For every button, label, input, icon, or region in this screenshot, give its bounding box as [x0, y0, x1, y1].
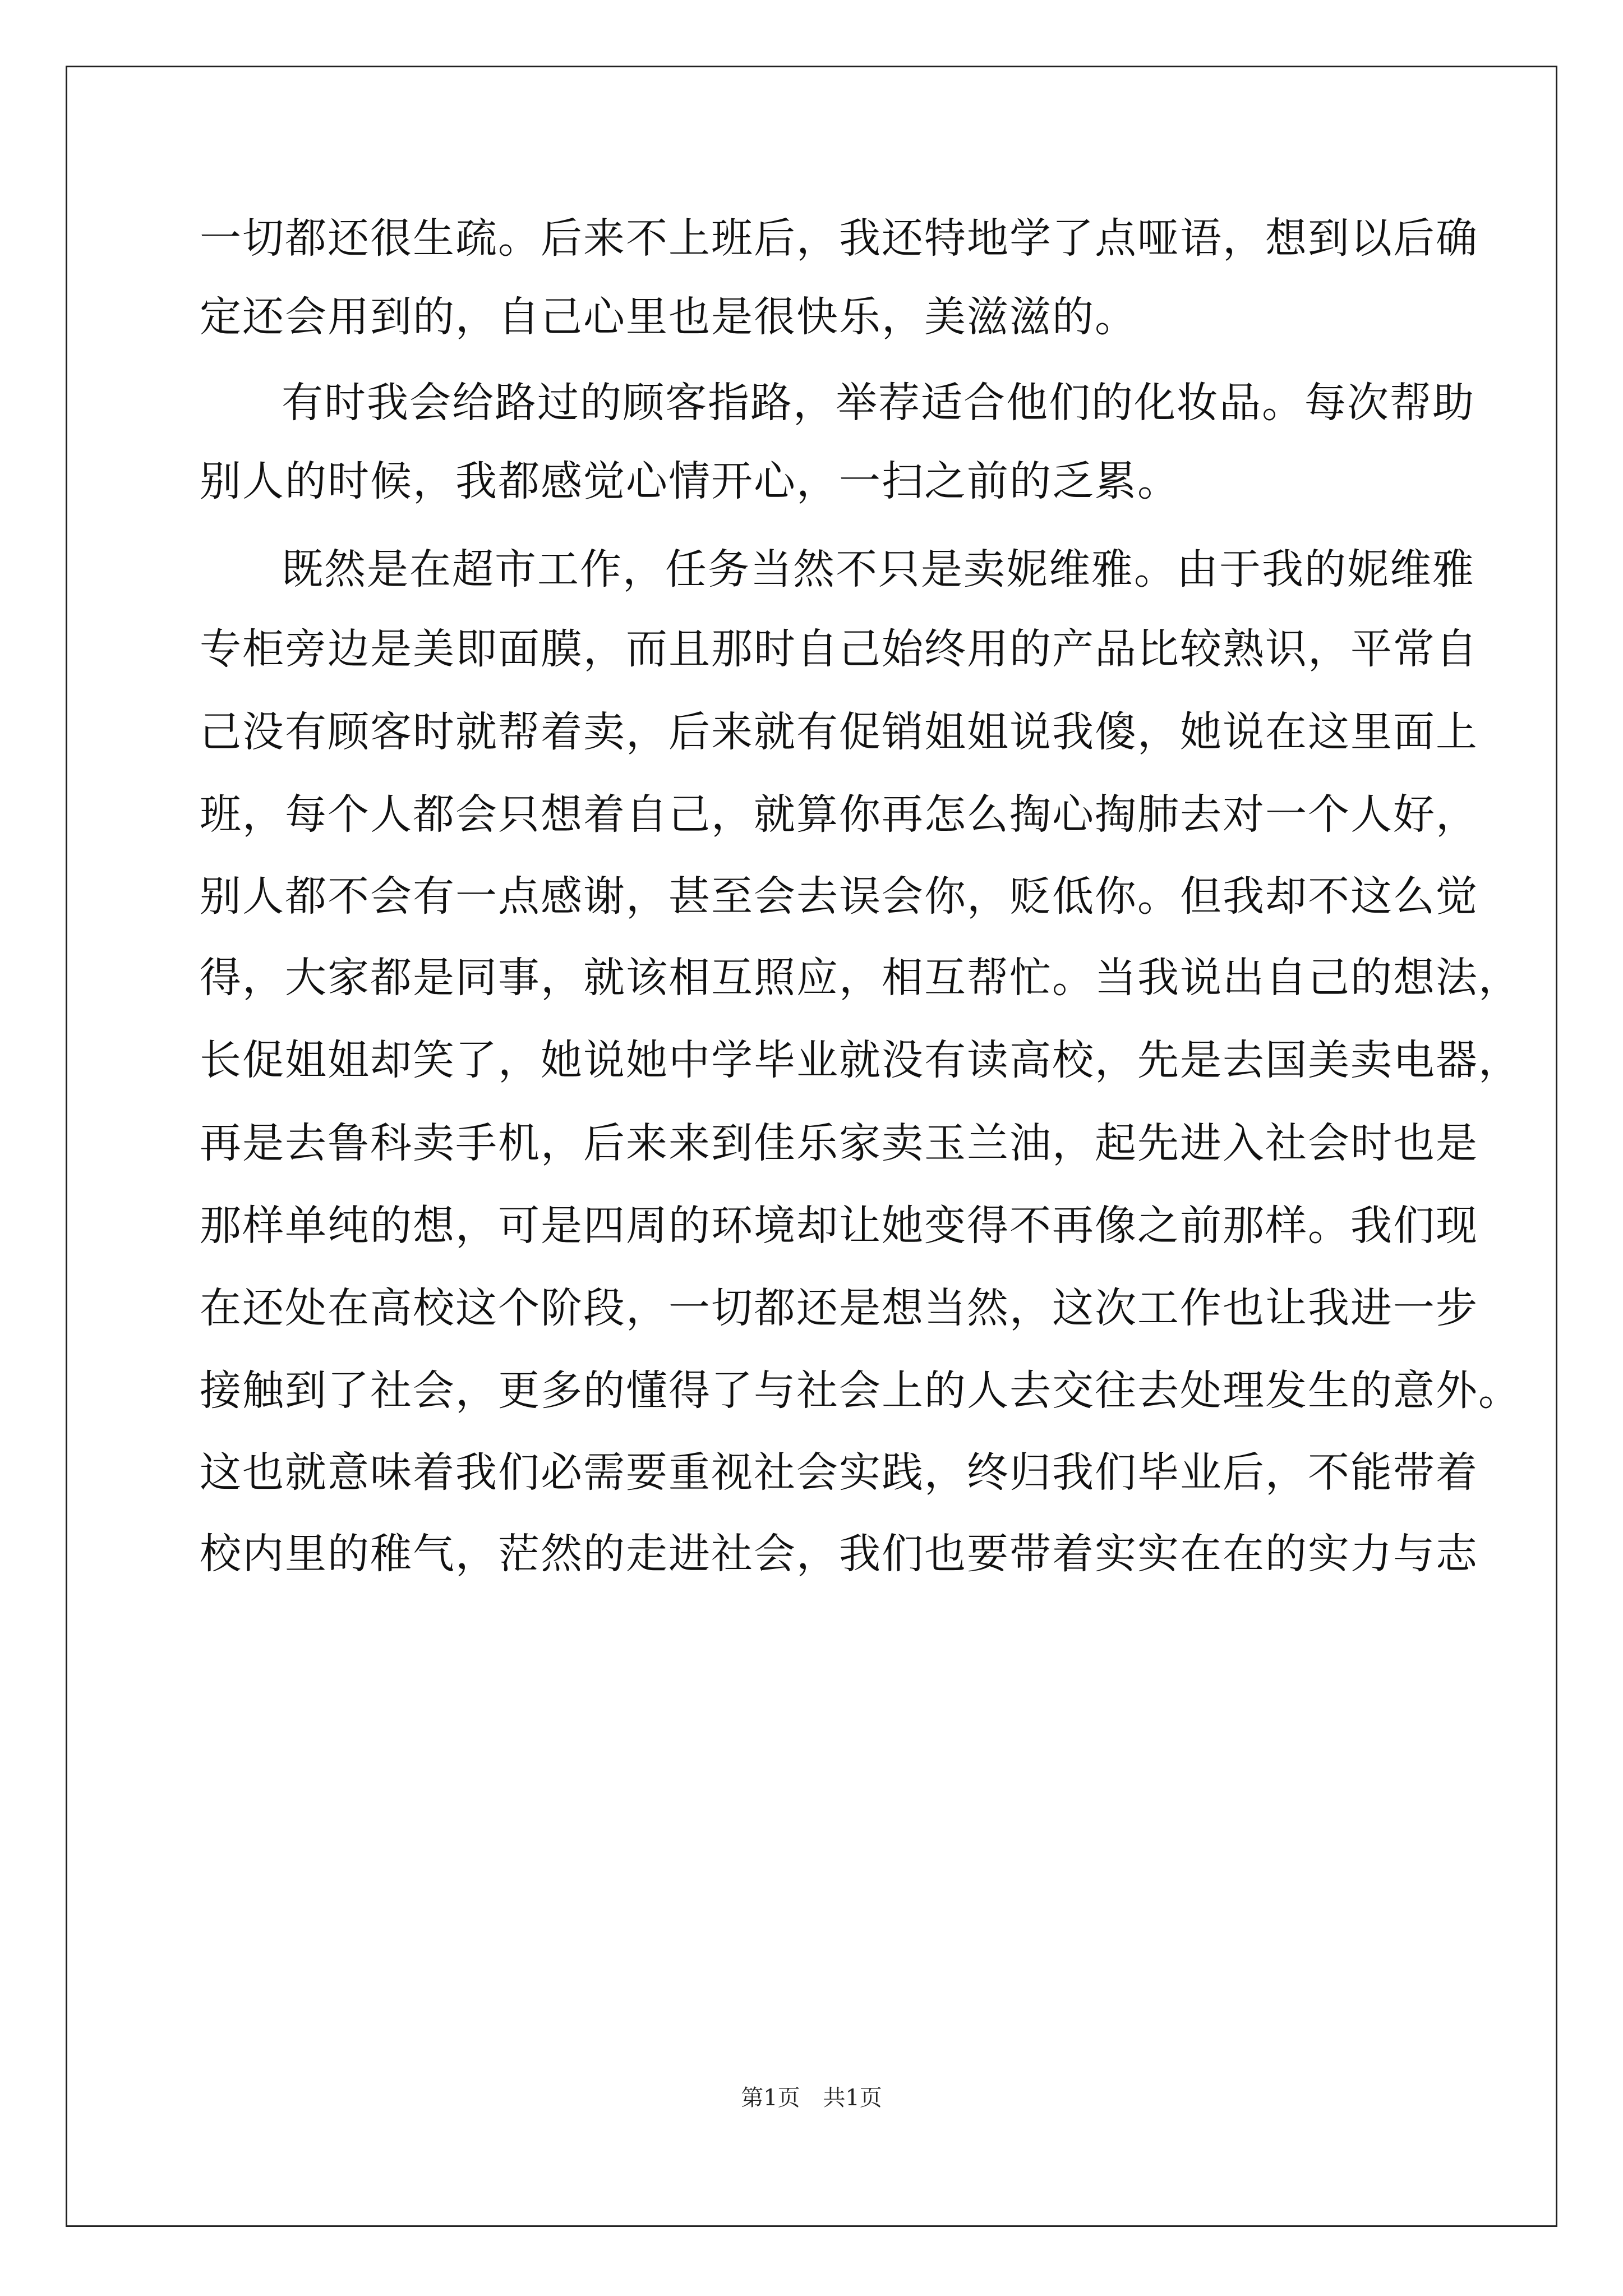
page-number: 第1页: [741, 2085, 800, 2111]
text-line: 这也就意味着我们必需要重视社会实践，终归我们毕业后，不能带着: [200, 1448, 1478, 1497]
text-line: 长促姐姐却笑了，她说她中学毕业就没有读高校，先是去国美卖电器，: [200, 1036, 1521, 1084]
page-total: 共1页: [823, 2085, 882, 2111]
text-line: 专柜旁边是美即面膜，而且那时自己始终用的产品比较熟识，平常自: [200, 625, 1478, 673]
text-line: 别人的时候，我都感觉心情开心，一扫之前的乏累。: [200, 457, 1180, 505]
text-line: 既然是在超市工作，任务当然不只是卖妮维雅。由于我的妮维雅: [282, 545, 1475, 593]
text-line: 校内里的稚气，茫然的走进社会，我们也要带着实实在在的实力与志: [200, 1530, 1478, 1578]
text-line: 接触到了社会，更多的懂得了与社会上的人去交往去处理发生的意外。: [200, 1366, 1521, 1415]
text-line: 定还会用到的，自己心里也是很快乐，美滋滋的。: [200, 293, 1137, 341]
text-line: 有时我会给路过的顾客指路，举荐适合他们的化妆品。每次帮助: [282, 379, 1475, 427]
text-line: 得，大家都是同事，就该相互照应，相互帮忙。当我说出自己的想法，: [200, 954, 1521, 1002]
text-line: 班，每个人都会只想着自己，就算你再怎么掏心掏肺去对一个人好，: [200, 790, 1478, 839]
text-line: 一切都还很生疏。后来不上班后，我还特地学了点哑语，想到以后确: [200, 214, 1478, 263]
text-line: 再是去鲁科卖手机，后来来到佳乐家卖玉兰油，起先进入社会时也是: [200, 1119, 1478, 1167]
text-line: 在还处在高校这个阶段，一切都还是想当然，这次工作也让我进一步: [200, 1284, 1478, 1332]
text-line: 那样单纯的想，可是四周的环境却让她变得不再像之前那样。我们现: [200, 1202, 1478, 1250]
page-footer: [0, 2081, 1623, 2115]
text-line: 己没有顾客时就帮着卖，后来就有促销姐姐说我傻，她说在这里面上: [200, 708, 1478, 756]
text-line: 别人都不会有一点感谢，甚至会去误会你，贬低你。但我却不这么觉: [200, 872, 1478, 921]
